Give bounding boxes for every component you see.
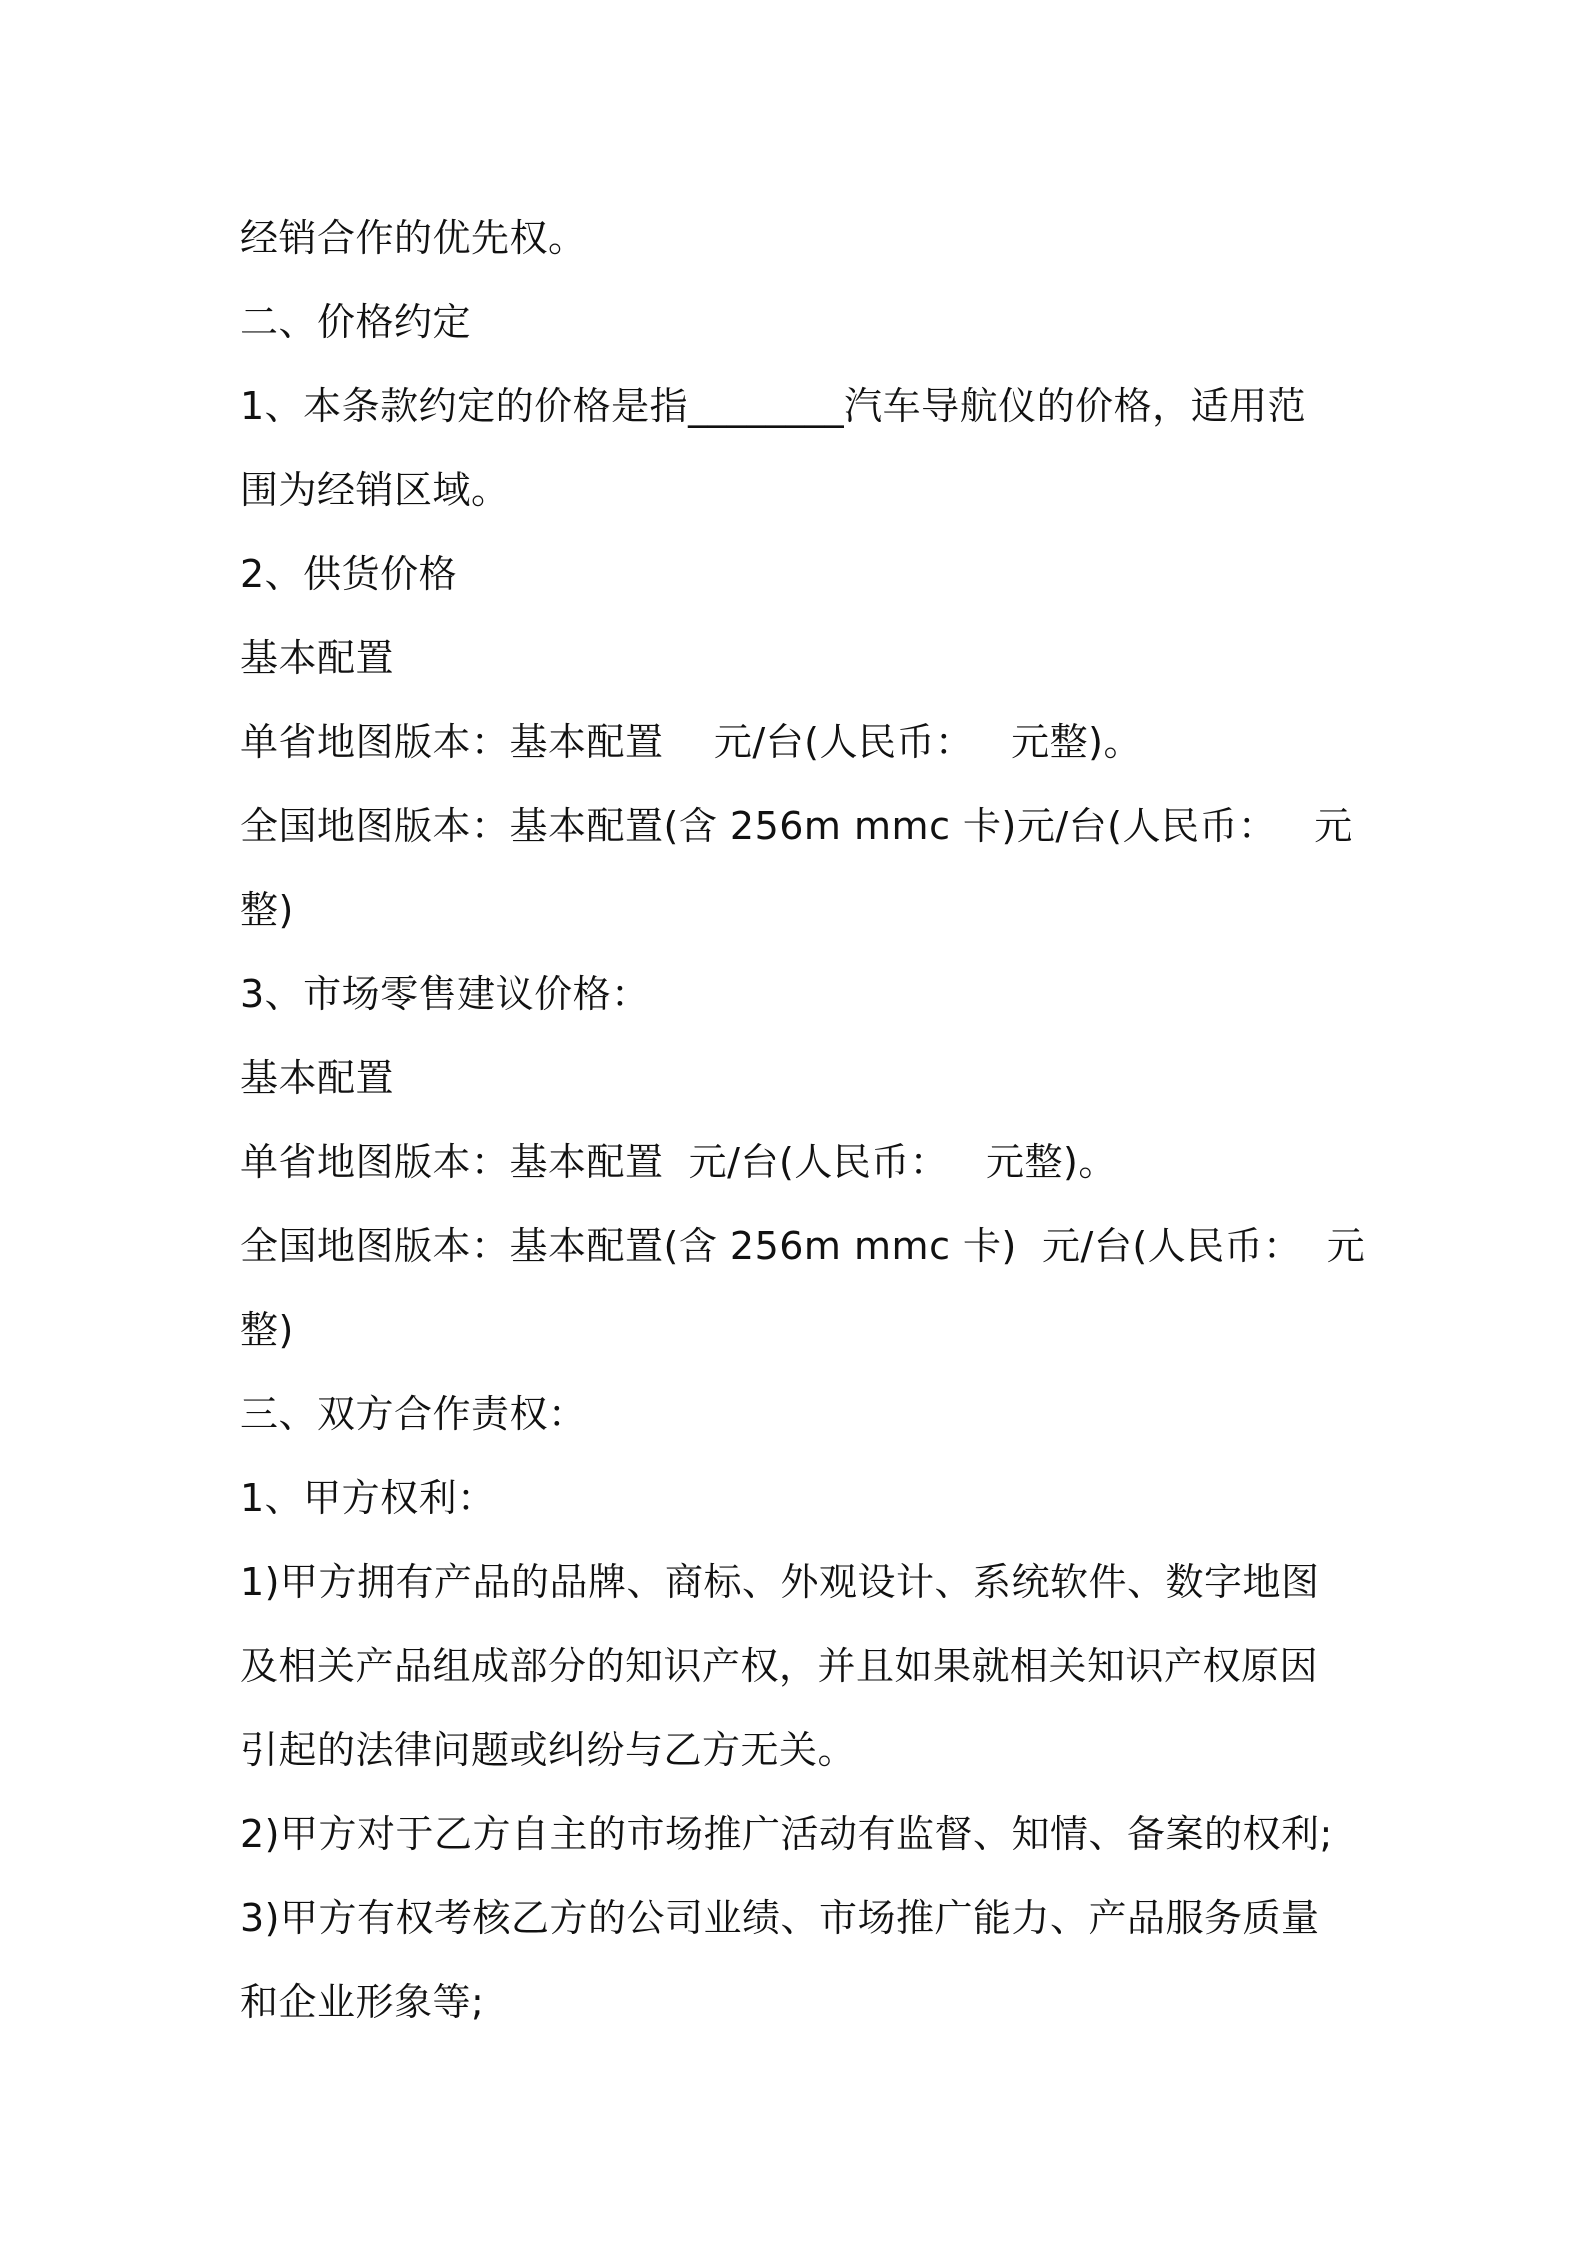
section-heading: 二、价格约定 — [240, 300, 472, 344]
subsection-heading: 1、甲方权利： — [240, 1476, 496, 1520]
text-line: 引起的法律问题或纠纷与乙方无关。 — [240, 1728, 857, 1772]
text-line: 全国地图版本：基本配置(含 256m mmc 卡) 元/台(人民币： 元 — [240, 1224, 1366, 1268]
text-line: 全国地图版本：基本配置(含 256m mmc 卡)元/台(人民币： 元 — [240, 804, 1353, 848]
subsection-heading: 3、市场零售建议价格： — [240, 972, 650, 1016]
text-line: 单省地图版本：基本配置 元/台(人民币： 元整)。 — [240, 720, 1143, 764]
text-line: 整) — [240, 1308, 294, 1352]
text-line: 整) — [240, 888, 294, 932]
document-body — [240, 196, 1366, 2044]
text-line: 单省地图版本：基本配置 元/台(人民币： 元整)。 — [240, 1140, 1117, 1184]
text-line: 2)甲方对于乙方自主的市场推广活动有监督、知情、备案的权利; — [240, 1812, 1333, 1856]
text-line: 经销合作的优先权。 — [240, 216, 587, 260]
text-line: 围为经销区域。 — [240, 468, 510, 512]
text-line: 和企业形象等; — [240, 1980, 485, 2024]
text-line: 1、本条款约定的价格是指________汽车导航仪的价格，适用范 — [240, 384, 1307, 428]
text-line: 基本配置 — [240, 636, 395, 680]
text-line: 1)甲方拥有产品的品牌、商标、外观设计、系统软件、数字地图 — [240, 1560, 1320, 1604]
text-line: 3)甲方有权考核乙方的公司业绩、市场推广能力、产品服务质量 — [240, 1896, 1320, 1940]
text-line: 基本配置 — [240, 1056, 395, 1100]
subsection-heading: 2、供货价格 — [240, 552, 458, 596]
section-heading: 三、双方合作责权： — [240, 1392, 587, 1436]
text-line: 及相关产品组成部分的知识产权，并且如果就相关知识产权原因 — [240, 1644, 1319, 1688]
